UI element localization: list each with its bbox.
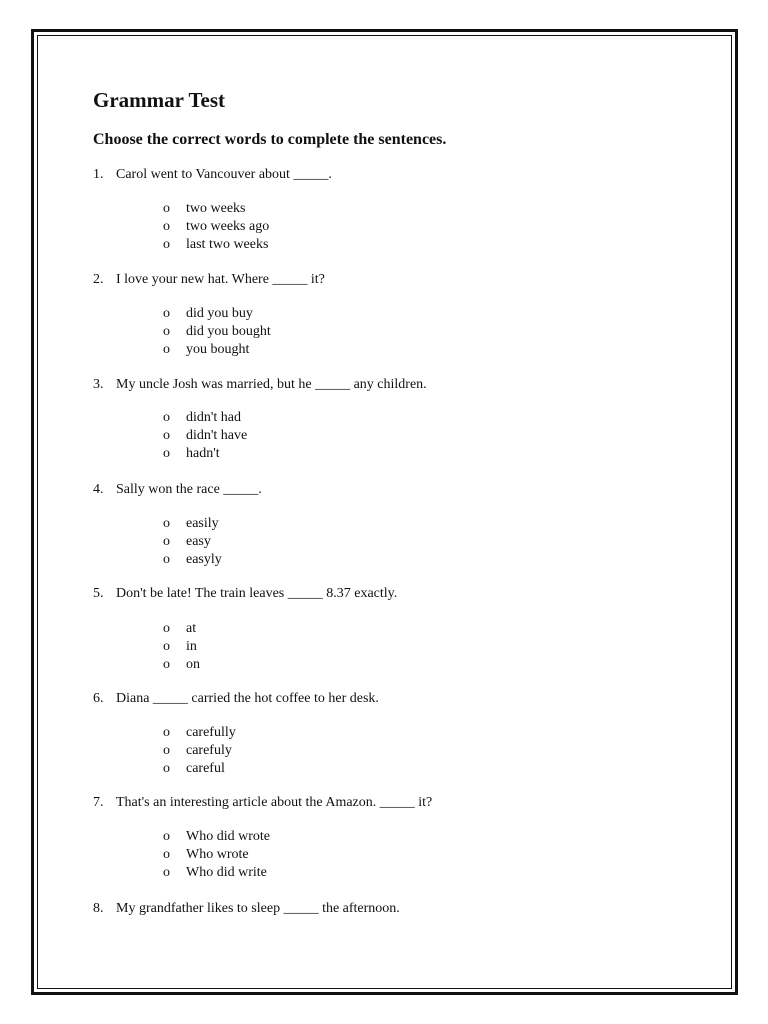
option-bullet: o bbox=[163, 219, 170, 234]
option-label: carefuly bbox=[186, 743, 232, 758]
option-label: you bought bbox=[186, 342, 250, 357]
instructions: Choose the correct words to complete the sentences. bbox=[93, 131, 447, 148]
option-bullet: o bbox=[163, 865, 170, 880]
option-label: easy bbox=[186, 534, 211, 549]
option-bullet: o bbox=[163, 428, 170, 443]
question-text: Carol went to Vancouver about _____. bbox=[116, 167, 332, 182]
option-label: easyly bbox=[186, 552, 222, 567]
option-bullet: o bbox=[163, 657, 170, 672]
question-text: My grandfather likes to sleep _____ the afternoon. bbox=[116, 901, 400, 916]
question-number: 1. bbox=[93, 167, 104, 182]
page-title: Grammar Test bbox=[93, 88, 226, 112]
option-bullet: o bbox=[163, 342, 170, 357]
option-bullet: o bbox=[163, 743, 170, 758]
option-bullet: o bbox=[163, 639, 170, 654]
option-label: hadn't bbox=[186, 446, 220, 461]
option-label: Who did wrote bbox=[186, 829, 270, 844]
question-text: That's an interesting article about the Amazon. _____ it? bbox=[116, 795, 433, 810]
option-label: in bbox=[186, 639, 197, 654]
option-bullet: o bbox=[163, 829, 170, 844]
option-bullet: o bbox=[163, 516, 170, 531]
question-number: 7. bbox=[93, 795, 104, 810]
option-bullet: o bbox=[163, 621, 170, 636]
option-label: did you buy bbox=[186, 306, 253, 321]
option-bullet: o bbox=[163, 552, 170, 567]
option-label: last two weeks bbox=[186, 237, 269, 252]
question-number: 4. bbox=[93, 482, 104, 497]
question-number: 2. bbox=[93, 272, 104, 287]
option-bullet: o bbox=[163, 725, 170, 740]
option-bullet: o bbox=[163, 534, 170, 549]
question-text: Sally won the race _____. bbox=[116, 482, 262, 497]
question-number: 6. bbox=[93, 691, 104, 706]
option-label: careful bbox=[186, 761, 225, 776]
question-text: Diana _____ carried the hot coffee to her desk. bbox=[116, 691, 379, 706]
option-label: on bbox=[186, 657, 200, 672]
option-label: didn't have bbox=[186, 428, 248, 443]
question-text: Don't be late! The train leaves _____ 8.37 exactly. bbox=[116, 586, 398, 601]
option-label: Who wrote bbox=[186, 847, 249, 862]
option-label: two weeks ago bbox=[186, 219, 270, 234]
option-bullet: o bbox=[163, 847, 170, 862]
option-label: at bbox=[186, 621, 197, 636]
option-label: two weeks bbox=[186, 201, 246, 216]
option-bullet: o bbox=[163, 306, 170, 321]
option-label: didn't had bbox=[186, 410, 242, 425]
option-label: Who did write bbox=[186, 865, 267, 880]
question-number: 3. bbox=[93, 377, 104, 392]
option-bullet: o bbox=[163, 446, 170, 461]
question-number: 5. bbox=[93, 586, 104, 601]
option-bullet: o bbox=[163, 410, 170, 425]
question-text: I love your new hat. Where _____ it? bbox=[116, 272, 325, 287]
question-text: My uncle Josh was married, but he _____ any children. bbox=[116, 377, 427, 392]
option-bullet: o bbox=[163, 324, 170, 339]
option-label: carefully bbox=[186, 725, 236, 740]
question-number: 8. bbox=[93, 901, 104, 916]
option-bullet: o bbox=[163, 201, 170, 216]
option-label: easily bbox=[186, 516, 219, 531]
option-label: did you bought bbox=[186, 324, 271, 339]
option-bullet: o bbox=[163, 761, 170, 776]
option-bullet: o bbox=[163, 237, 170, 252]
